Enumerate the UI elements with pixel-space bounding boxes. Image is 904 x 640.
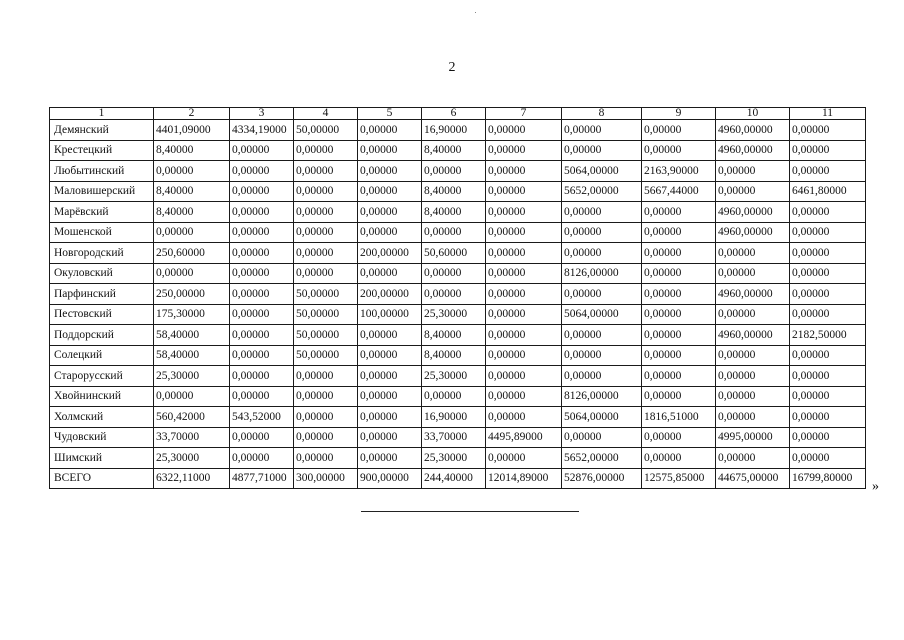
value-cell: 0,00000 [562, 140, 642, 161]
bottom-divider [361, 511, 579, 512]
value-cell: 0,00000 [562, 284, 642, 305]
total-label: ВСЕГО [50, 468, 154, 489]
column-header: 3 [230, 108, 294, 120]
value-cell: 0,00000 [790, 120, 866, 141]
value-cell: 300,00000 [294, 468, 358, 489]
value-cell: 0,00000 [642, 448, 716, 469]
value-cell: 0,00000 [422, 284, 486, 305]
value-cell: 0,00000 [486, 120, 562, 141]
value-cell: 0,00000 [790, 304, 866, 325]
column-header: 8 [562, 108, 642, 120]
value-cell: 0,00000 [230, 345, 294, 366]
value-cell: 0,00000 [642, 140, 716, 161]
value-cell: 0,00000 [562, 222, 642, 243]
value-cell: 0,00000 [154, 222, 230, 243]
value-cell: 8,40000 [154, 140, 230, 161]
page-number: 2 [448, 60, 456, 75]
value-cell: 8,40000 [422, 140, 486, 161]
value-cell: 0,00000 [642, 243, 716, 264]
region-name: Новгородский [50, 243, 154, 264]
value-cell: 0,00000 [230, 140, 294, 161]
value-cell: 0,00000 [294, 386, 358, 407]
table-row [50, 407, 866, 428]
value-cell: 0,00000 [562, 243, 642, 264]
value-cell: 4495,89000 [486, 427, 562, 448]
value-cell: 8,40000 [422, 202, 486, 223]
value-cell: 0,00000 [642, 366, 716, 387]
value-cell: 50,00000 [294, 304, 358, 325]
value-cell: 4877,71000 [230, 468, 294, 489]
value-cell: 0,00000 [486, 243, 562, 264]
value-cell: 0,00000 [230, 427, 294, 448]
region-name: Пестовский [50, 304, 154, 325]
value-cell: 2163,90000 [642, 161, 716, 182]
closing-quote: » [872, 479, 879, 494]
region-name: Шимский [50, 448, 154, 469]
region-name: Марёвский [50, 202, 154, 223]
region-name: Чудовский [50, 427, 154, 448]
region-name: Демянский [50, 120, 154, 141]
value-cell: 0,00000 [486, 345, 562, 366]
value-cell: 8126,00000 [562, 263, 642, 284]
value-cell: 33,70000 [422, 427, 486, 448]
value-cell: 5064,00000 [562, 161, 642, 182]
value-cell: 0,00000 [230, 222, 294, 243]
value-cell: 0,00000 [230, 284, 294, 305]
value-cell: 0,00000 [716, 263, 790, 284]
value-cell: 900,00000 [358, 468, 422, 489]
value-cell: 0,00000 [358, 345, 422, 366]
value-cell: 0,00000 [358, 140, 422, 161]
value-cell: 0,00000 [486, 366, 562, 387]
value-cell: 0,00000 [358, 181, 422, 202]
value-cell: 8,40000 [154, 202, 230, 223]
value-cell: 0,00000 [642, 386, 716, 407]
value-cell: 0,00000 [716, 366, 790, 387]
value-cell: 0,00000 [790, 386, 866, 407]
value-cell: 25,30000 [422, 448, 486, 469]
value-cell: 0,00000 [358, 325, 422, 346]
value-cell: 6322,11000 [154, 468, 230, 489]
column-header: 7 [486, 108, 562, 120]
value-cell: 0,00000 [358, 386, 422, 407]
value-cell: 50,00000 [294, 284, 358, 305]
value-cell: 0,00000 [642, 284, 716, 305]
value-cell: 0,00000 [790, 345, 866, 366]
value-cell: 0,00000 [230, 304, 294, 325]
value-cell: 16,90000 [422, 407, 486, 428]
column-header: 10 [716, 108, 790, 120]
table-row [50, 202, 866, 223]
value-cell: 0,00000 [716, 243, 790, 264]
value-cell: 0,00000 [562, 202, 642, 223]
value-cell: 4960,00000 [716, 120, 790, 141]
value-cell: 0,00000 [642, 222, 716, 243]
value-cell: 5064,00000 [562, 304, 642, 325]
value-cell: 0,00000 [358, 202, 422, 223]
column-header: 4 [294, 108, 358, 120]
value-cell: 0,00000 [716, 407, 790, 428]
table-row [50, 325, 866, 346]
value-cell: 0,00000 [486, 325, 562, 346]
table-row [50, 284, 866, 305]
value-cell: 4960,00000 [716, 325, 790, 346]
column-header: 11 [790, 108, 866, 120]
value-cell: 0,00000 [642, 304, 716, 325]
value-cell: 0,00000 [230, 325, 294, 346]
value-cell: 0,00000 [790, 202, 866, 223]
value-cell: 8,40000 [422, 345, 486, 366]
value-cell: 0,00000 [294, 202, 358, 223]
column-header: 9 [642, 108, 716, 120]
value-cell: 0,00000 [154, 386, 230, 407]
value-cell: 0,00000 [562, 366, 642, 387]
value-cell: 12575,85000 [642, 468, 716, 489]
value-cell: 1816,51000 [642, 407, 716, 428]
value-cell: 0,00000 [294, 366, 358, 387]
value-cell: 0,00000 [358, 448, 422, 469]
value-cell: 5667,44000 [642, 181, 716, 202]
value-cell: 0,00000 [294, 448, 358, 469]
value-cell: 0,00000 [230, 243, 294, 264]
value-cell: 50,00000 [294, 120, 358, 141]
value-cell: 2182,50000 [790, 325, 866, 346]
table-row [50, 386, 866, 407]
table-row [50, 448, 866, 469]
value-cell: 0,00000 [294, 140, 358, 161]
value-cell: 25,30000 [422, 366, 486, 387]
value-cell: 0,00000 [230, 202, 294, 223]
value-cell: 250,00000 [154, 284, 230, 305]
value-cell: 25,30000 [154, 366, 230, 387]
value-cell: 0,00000 [230, 161, 294, 182]
value-cell: 0,00000 [562, 120, 642, 141]
value-cell: 4960,00000 [716, 222, 790, 243]
value-cell: 0,00000 [294, 407, 358, 428]
value-cell: 0,00000 [230, 263, 294, 284]
scan-speck [475, 12, 476, 13]
column-header: 6 [422, 108, 486, 120]
value-cell: 0,00000 [358, 263, 422, 284]
value-cell: 8,40000 [422, 325, 486, 346]
value-cell: 44675,00000 [716, 468, 790, 489]
value-cell: 250,60000 [154, 243, 230, 264]
region-name: Хвойнинский [50, 386, 154, 407]
value-cell: 200,00000 [358, 284, 422, 305]
region-name: Крестецкий [50, 140, 154, 161]
value-cell: 0,00000 [230, 366, 294, 387]
region-name: Поддорский [50, 325, 154, 346]
table-row [50, 366, 866, 387]
value-cell: 0,00000 [486, 263, 562, 284]
value-cell: 0,00000 [790, 222, 866, 243]
value-cell: 12014,89000 [486, 468, 562, 489]
value-cell: 0,00000 [642, 345, 716, 366]
region-name: Окуловский [50, 263, 154, 284]
value-cell: 0,00000 [294, 263, 358, 284]
value-cell: 8,40000 [422, 181, 486, 202]
value-cell: 8126,00000 [562, 386, 642, 407]
value-cell: 5064,00000 [562, 407, 642, 428]
value-cell: 4960,00000 [716, 140, 790, 161]
region-name: Солецкий [50, 345, 154, 366]
table-row [50, 304, 866, 325]
value-cell: 0,00000 [642, 325, 716, 346]
value-cell: 0,00000 [486, 161, 562, 182]
value-cell: 0,00000 [790, 448, 866, 469]
value-cell: 0,00000 [486, 284, 562, 305]
table-row [50, 222, 866, 243]
value-cell: 0,00000 [486, 181, 562, 202]
value-cell: 0,00000 [486, 304, 562, 325]
value-cell: 244,40000 [422, 468, 486, 489]
value-cell: 0,00000 [562, 345, 642, 366]
value-cell: 0,00000 [230, 386, 294, 407]
region-name: Маловишерский [50, 181, 154, 202]
value-cell: 0,00000 [790, 161, 866, 182]
value-cell: 0,00000 [642, 202, 716, 223]
value-cell: 58,40000 [154, 345, 230, 366]
value-cell: 0,00000 [486, 448, 562, 469]
value-cell: 0,00000 [486, 407, 562, 428]
value-cell: 0,00000 [790, 407, 866, 428]
value-cell: 0,00000 [790, 140, 866, 161]
value-cell: 58,40000 [154, 325, 230, 346]
value-cell: 0,00000 [562, 325, 642, 346]
value-cell: 0,00000 [294, 222, 358, 243]
value-cell: 0,00000 [486, 222, 562, 243]
value-cell: 50,60000 [422, 243, 486, 264]
value-cell: 0,00000 [486, 140, 562, 161]
value-cell: 16799,80000 [790, 468, 866, 489]
value-cell: 25,30000 [422, 304, 486, 325]
value-cell: 0,00000 [790, 427, 866, 448]
value-cell: 0,00000 [642, 263, 716, 284]
value-cell: 16,90000 [422, 120, 486, 141]
value-cell: 0,00000 [358, 120, 422, 141]
value-cell: 175,30000 [154, 304, 230, 325]
value-cell: 4995,00000 [716, 427, 790, 448]
value-cell: 5652,00000 [562, 448, 642, 469]
value-cell: 52876,00000 [562, 468, 642, 489]
value-cell: 0,00000 [716, 304, 790, 325]
column-header: 5 [358, 108, 422, 120]
value-cell: 0,00000 [716, 345, 790, 366]
column-header: 2 [154, 108, 230, 120]
value-cell: 0,00000 [230, 448, 294, 469]
value-cell: 200,00000 [358, 243, 422, 264]
value-cell: 0,00000 [154, 263, 230, 284]
table-row [50, 243, 866, 264]
value-cell: 4960,00000 [716, 202, 790, 223]
region-name: Любытинский [50, 161, 154, 182]
value-cell: 0,00000 [790, 366, 866, 387]
value-cell: 0,00000 [358, 407, 422, 428]
value-cell: 4960,00000 [716, 284, 790, 305]
value-cell: 0,00000 [642, 427, 716, 448]
value-cell: 0,00000 [358, 222, 422, 243]
value-cell: 0,00000 [358, 366, 422, 387]
value-cell: 25,30000 [154, 448, 230, 469]
value-cell: 100,00000 [358, 304, 422, 325]
value-cell: 0,00000 [358, 161, 422, 182]
value-cell: 0,00000 [716, 386, 790, 407]
value-cell: 0,00000 [230, 181, 294, 202]
table-header-row [50, 108, 866, 120]
region-name: Парфинский [50, 284, 154, 305]
value-cell: 560,42000 [154, 407, 230, 428]
table-row [50, 161, 866, 182]
value-cell: 0,00000 [716, 161, 790, 182]
value-cell: 0,00000 [716, 448, 790, 469]
table-row [50, 427, 866, 448]
table-row [50, 263, 866, 284]
value-cell: 0,00000 [790, 243, 866, 264]
value-cell: 0,00000 [562, 427, 642, 448]
value-cell: 50,00000 [294, 325, 358, 346]
value-cell: 0,00000 [358, 427, 422, 448]
value-cell: 0,00000 [422, 386, 486, 407]
value-cell: 543,52000 [230, 407, 294, 428]
region-name: Старорусский [50, 366, 154, 387]
value-cell: 5652,00000 [562, 181, 642, 202]
value-cell: 0,00000 [294, 427, 358, 448]
table-row [50, 140, 866, 161]
table-row [50, 181, 866, 202]
value-cell: 0,00000 [422, 263, 486, 284]
total-row [50, 468, 866, 489]
value-cell: 4334,19000 [230, 120, 294, 141]
value-cell: 0,00000 [294, 161, 358, 182]
value-cell: 6461,80000 [790, 181, 866, 202]
value-cell: 0,00000 [486, 202, 562, 223]
value-cell: 0,00000 [294, 243, 358, 264]
value-cell: 0,00000 [790, 263, 866, 284]
region-name: Холмский [50, 407, 154, 428]
value-cell: 4401,09000 [154, 120, 230, 141]
value-cell: 0,00000 [422, 161, 486, 182]
value-cell: 0,00000 [422, 222, 486, 243]
value-cell: 50,00000 [294, 345, 358, 366]
value-cell: 33,70000 [154, 427, 230, 448]
table-body [50, 120, 866, 489]
value-cell: 8,40000 [154, 181, 230, 202]
budget-distribution-table [49, 107, 866, 489]
table-row [50, 345, 866, 366]
value-cell: 0,00000 [486, 386, 562, 407]
column-header: 1 [50, 108, 154, 120]
region-name: Мошенской [50, 222, 154, 243]
value-cell: 0,00000 [154, 161, 230, 182]
value-cell: 0,00000 [716, 181, 790, 202]
value-cell: 0,00000 [642, 120, 716, 141]
table-row [50, 120, 866, 141]
value-cell: 0,00000 [294, 181, 358, 202]
value-cell: 0,00000 [790, 284, 866, 305]
